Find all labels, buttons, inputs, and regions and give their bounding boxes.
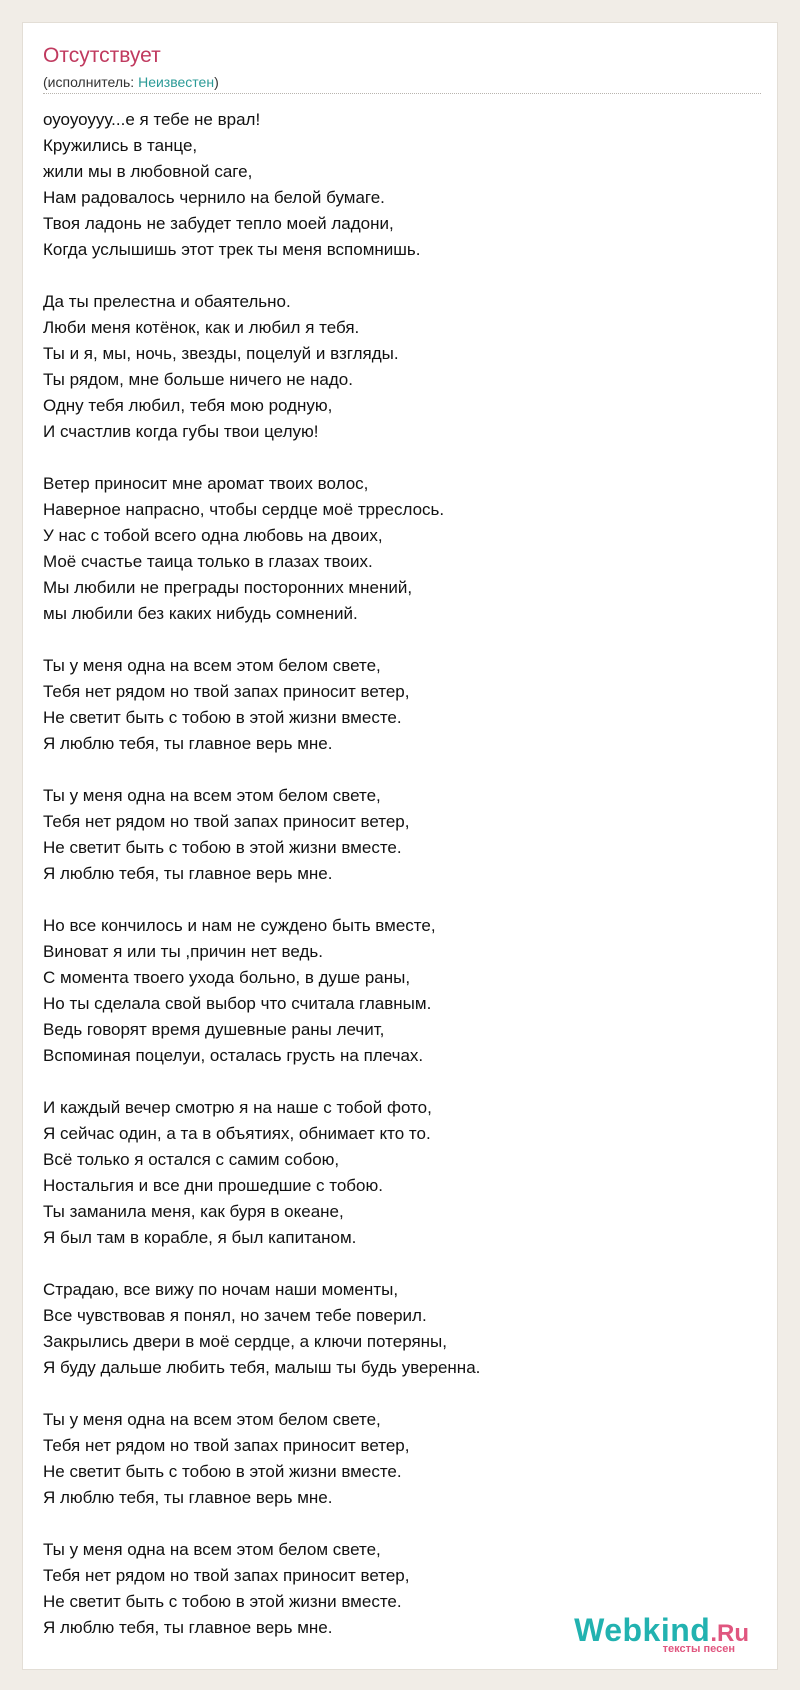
lyric-line: оуоуоууу...е я тебе не врал! [43, 110, 261, 129]
artist-line [43, 73, 219, 91]
lyric-line: С момента твоего ухода больно, в душе раны, [43, 968, 411, 987]
lyric-line: Не светит быть с тобою в этой жизни вместе. [43, 1592, 402, 1611]
lyrics-card [22, 22, 778, 1670]
lyric-line: Ты рядом, мне больше ничего не надо. [43, 370, 353, 389]
lyric-line: Не светит быть с тобою в этой жизни вместе. [43, 1462, 402, 1481]
lyric-line: Страдаю, все вижу по ночам наши моменты, [43, 1280, 399, 1299]
lyrics-stanza [43, 1095, 480, 1251]
lyric-line: Не светит быть с тобою в этой жизни вместе. [43, 838, 402, 857]
logo-main: Webkind [574, 1612, 711, 1648]
lyric-line: Мы любили не преграды посторонних мнений, [43, 578, 413, 597]
lyric-line: Ведь говорят время душевные раны лечит, [43, 1020, 385, 1039]
lyric-line: Нам радовалось чернило на белой бумаге. [43, 188, 385, 207]
lyric-line: Тебя нет рядом но твой запах приносит ветер, [43, 812, 410, 831]
lyric-line: Закрылись двери в моё сердце, а ключи потеряны, [43, 1332, 447, 1351]
lyric-line: мы любили без каких нибудь сомнений. [43, 604, 358, 623]
lyrics-stanza [43, 107, 480, 263]
artist-prefix: (исполнитель: [43, 74, 139, 90]
lyric-line: Ты у меня одна на всем этом белом свете, [43, 1540, 381, 1559]
lyric-line: Наверное напрасно, чтобы сердце моё трреслось. [43, 500, 445, 519]
lyric-line: Я был там в корабле, я был капитаном. [43, 1228, 357, 1247]
lyric-line: И счастлив когда губы твои целую! [43, 422, 319, 441]
lyric-line: Я люблю тебя, ты главное верь мне. [43, 734, 333, 753]
lyric-line: Не светит быть с тобою в этой жизни вместе. [43, 708, 402, 727]
logo-suffix: .Ru [710, 1620, 749, 1647]
lyric-line: Ты и я, мы, ночь, звезды, поцелуй и взгляды. [43, 344, 399, 363]
site-logo[interactable] [574, 1614, 749, 1655]
artist-link[interactable]: Неизвестен [138, 74, 215, 90]
lyric-line: Моё счастье таица только в глазах твоих. [43, 552, 373, 571]
lyric-line: Всё только я остался с самим собою, [43, 1150, 340, 1169]
lyrics-stanza [43, 1277, 480, 1381]
lyrics-stanza [43, 913, 480, 1069]
lyrics-stanza [43, 289, 480, 445]
lyric-line: Люби меня котёнок, как и любил я тебя. [43, 318, 360, 337]
lyric-line: Ты у меня одна на всем этом белом свете, [43, 786, 381, 805]
lyric-line: Все чувствовав я понял, но зачем тебе поверил. [43, 1306, 427, 1325]
lyric-line: И каждый вечер смотрю я на наше с тобой фото, [43, 1098, 432, 1117]
lyric-line: Я люблю тебя, ты главное верь мне. [43, 1618, 333, 1637]
lyrics-stanza [43, 783, 480, 887]
lyric-line: Тебя нет рядом но твой запах приносит ветер, [43, 1566, 410, 1585]
lyric-line: Ты у меня одна на всем этом белом свете, [43, 1410, 381, 1429]
lyric-line: Я буду дальше любить тебя, малыш ты будь уверенна. [43, 1358, 481, 1377]
lyric-line: Ностальгия и все дни прошедшие с тобою. [43, 1176, 383, 1195]
lyric-line: жили мы в любовной саге, [43, 162, 253, 181]
lyric-line: Вспоминая поцелуи, осталась грусть на плечах. [43, 1046, 424, 1065]
lyric-line: Но ты сделала свой выбор что считала главным. [43, 994, 432, 1013]
lyrics-stanza [43, 1407, 480, 1511]
lyric-line: Ветер приносит мне аромат твоих волос, [43, 474, 369, 493]
lyric-line: Тебя нет рядом но твой запах приносит ветер, [43, 682, 410, 701]
lyric-line: Виноват я или ты ,причин нет ведь. [43, 942, 323, 961]
lyric-line: Ты у меня одна на всем этом белом свете, [43, 656, 381, 675]
lyrics-body [43, 107, 480, 1641]
lyric-line: Кружились в танце, [43, 136, 198, 155]
lyric-line: У нас с тобой всего одна любовь на двоих, [43, 526, 383, 545]
lyric-line: Одну тебя любил, тебя мою родную, [43, 396, 333, 415]
song-title: Отсутствует [43, 44, 161, 67]
lyrics-stanza [43, 471, 480, 627]
lyrics-stanza [43, 653, 480, 757]
lyric-line: Тебя нет рядом но твой запах приносит ветер, [43, 1436, 410, 1455]
divider [43, 93, 761, 94]
lyric-line: Твоя ладонь не забудет тепло моей ладони, [43, 214, 394, 233]
lyric-line: Но все кончилось и нам не суждено быть вместе, [43, 916, 436, 935]
lyric-line: Когда услышишь этот трек ты меня вспомнишь. [43, 240, 421, 259]
lyric-line: Да ты прелестна и обаятельно. [43, 292, 291, 311]
lyric-line: Ты заманила меня, как буря в океане, [43, 1202, 344, 1221]
lyric-line: Я люблю тебя, ты главное верь мне. [43, 1488, 333, 1507]
artist-suffix: ) [214, 74, 219, 90]
lyric-line: Я люблю тебя, ты главное верь мне. [43, 864, 333, 883]
lyric-line: Я сейчас один, а та в объятиях, обнимает кто то. [43, 1124, 431, 1143]
logo-tagline: тексты песен [662, 1643, 735, 1655]
lyrics-stanza [43, 1537, 480, 1641]
